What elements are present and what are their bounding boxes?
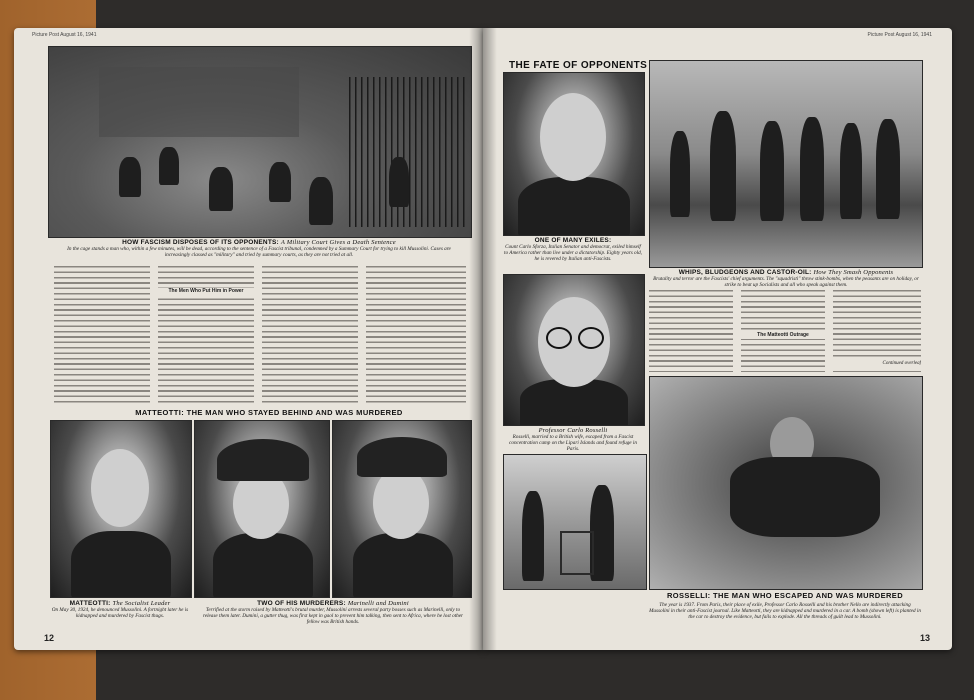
text-column-2 xyxy=(158,266,254,404)
courtroom-caption xyxy=(54,239,464,258)
sforza-caption-title: ONE OF MANY EXILES: xyxy=(534,237,612,244)
courtroom-caption-subtitle: A Military Court Gives a Death Sentence xyxy=(280,239,396,246)
right-text-column-1 xyxy=(649,290,733,372)
right-text-column-2 xyxy=(741,290,825,372)
courtroom-caption-body: In the cage stands a man who, within a few minutes, will be dead, according to the sentence of a Fascist tribunal, condemned by a Summary Court for trying to kill Mussolini. Cases are increasingly classed as "military" and tried by summary courts, as they are not tried at all. xyxy=(67,246,451,258)
sforza-caption xyxy=(503,237,643,262)
courtroom-photo xyxy=(48,46,472,238)
march-caption-body: Brutality and terror are the Fascists' chief arguments. The "squadristi" throw stink-bombs, when the peasants are on holiday, or strike to beat up Socialists and all who speak against them. xyxy=(653,276,919,288)
magazine-spread xyxy=(14,28,952,650)
matteotti-portrait xyxy=(50,420,192,598)
fate-headline: THE FATE OF OPPONENTS xyxy=(509,60,648,71)
chair-icon xyxy=(560,531,594,575)
left-body-text xyxy=(54,266,466,404)
car-bomb-photo xyxy=(503,454,647,590)
rosselli-portrait-caption-body: Rosselli, married to a British wife, escaped from a Fascist concentration camp on the Lipari Islands and found refuge in Paris. xyxy=(509,434,637,452)
matteotti-caption-subtitle: The Socialist Leader xyxy=(112,600,171,607)
right-body-text xyxy=(649,290,921,372)
matteotti-caption-title: MATTEOTTI: xyxy=(69,600,111,607)
rosselli-murder-scene-photo xyxy=(649,376,923,590)
left-column-subhead: The Men Who Put Him in Power xyxy=(158,288,254,295)
rosselli-headline: ROSSELLI: THE MAN WHO ESCAPED AND WAS MURDERED xyxy=(666,591,904,600)
right-column-subhead: The Matteotti Outrage xyxy=(741,332,825,339)
matteotti-caption xyxy=(50,600,190,619)
sforza-caption-body: Count Carlo Sforza, Italian Senator and democrat, exiled himself to America rather than live under a dictatorship. Eighty years old, he is revered by Italian anti-Fascists. xyxy=(504,244,642,262)
fascist-march-photo xyxy=(649,60,923,268)
murderers-caption xyxy=(202,600,464,625)
cage-bars xyxy=(349,77,469,227)
text-column-1 xyxy=(54,266,150,404)
right-page xyxy=(483,28,952,650)
dumini-portrait xyxy=(332,420,472,598)
left-folio: Picture Post August 16, 1941 xyxy=(32,32,97,38)
rosselli-bottom-caption-body: The year is 1937. From Paris, their place of exile, Professor Carlo Rosselli and his brother Nello are indirectly attacking Mussolini in their anti-Fascist journal. Like Matteotti, they are kidnapped and murdered in a car. A bomb (shown left) is planted in the car to destroy the evidence, but fails to explode. All the threads of guilt lead to Mussolini. xyxy=(649,602,921,620)
left-page xyxy=(14,28,483,650)
rosselli-portrait xyxy=(503,274,645,426)
murderers-caption-body: Terrified at the storm raised by Matteotti's brutal murder, Mussolini arrests several party bosses such as Marinelli, only to release them later. Dumini, a gutter thug, was first kept in gaol to prevent him talking, then sent to Africa, where he lost other fellow was British hands. xyxy=(202,607,464,625)
right-text-column-3 xyxy=(833,290,921,372)
march-caption xyxy=(653,269,919,288)
rosselli-portrait-caption xyxy=(503,427,643,452)
text-column-4 xyxy=(366,266,466,404)
march-caption-subtitle: How They Smash Opponents xyxy=(813,269,894,276)
murderers-caption-subtitle: Marinelli and Dumini xyxy=(347,600,409,607)
rosselli-bottom-caption xyxy=(649,602,921,620)
march-caption-title: WHIPS, BLUDGEONS AND CASTOR-OIL: xyxy=(678,269,812,276)
continued-note: Continued overleaf xyxy=(833,360,921,367)
courtroom-caption-title: HOW FASCISM DISPOSES OF ITS OPPONENTS: xyxy=(122,239,279,246)
text-column-3 xyxy=(262,266,358,404)
rosselli-portrait-caption-title: Professor Carlo Rosselli xyxy=(538,427,608,434)
matteotti-headline: MATTEOTTI: THE MAN WHO STAYED BEHIND AND WAS MURDERED xyxy=(135,408,403,417)
glasses-icon xyxy=(546,327,572,349)
murderers-caption-title: TWO OF HIS MURDERERS: xyxy=(257,600,346,607)
left-page-number: 12 xyxy=(44,633,55,643)
right-folio: Picture Post August 16, 1941 xyxy=(867,32,932,38)
marinelli-portrait xyxy=(194,420,330,598)
right-page-number: 13 xyxy=(919,633,930,643)
sforza-portrait xyxy=(503,72,645,236)
matteotti-caption-body: On May 30, 1924, he denounced Mussolini. A fortnight later he is kidnapped and murdered by Fascist thugs. xyxy=(51,607,189,619)
